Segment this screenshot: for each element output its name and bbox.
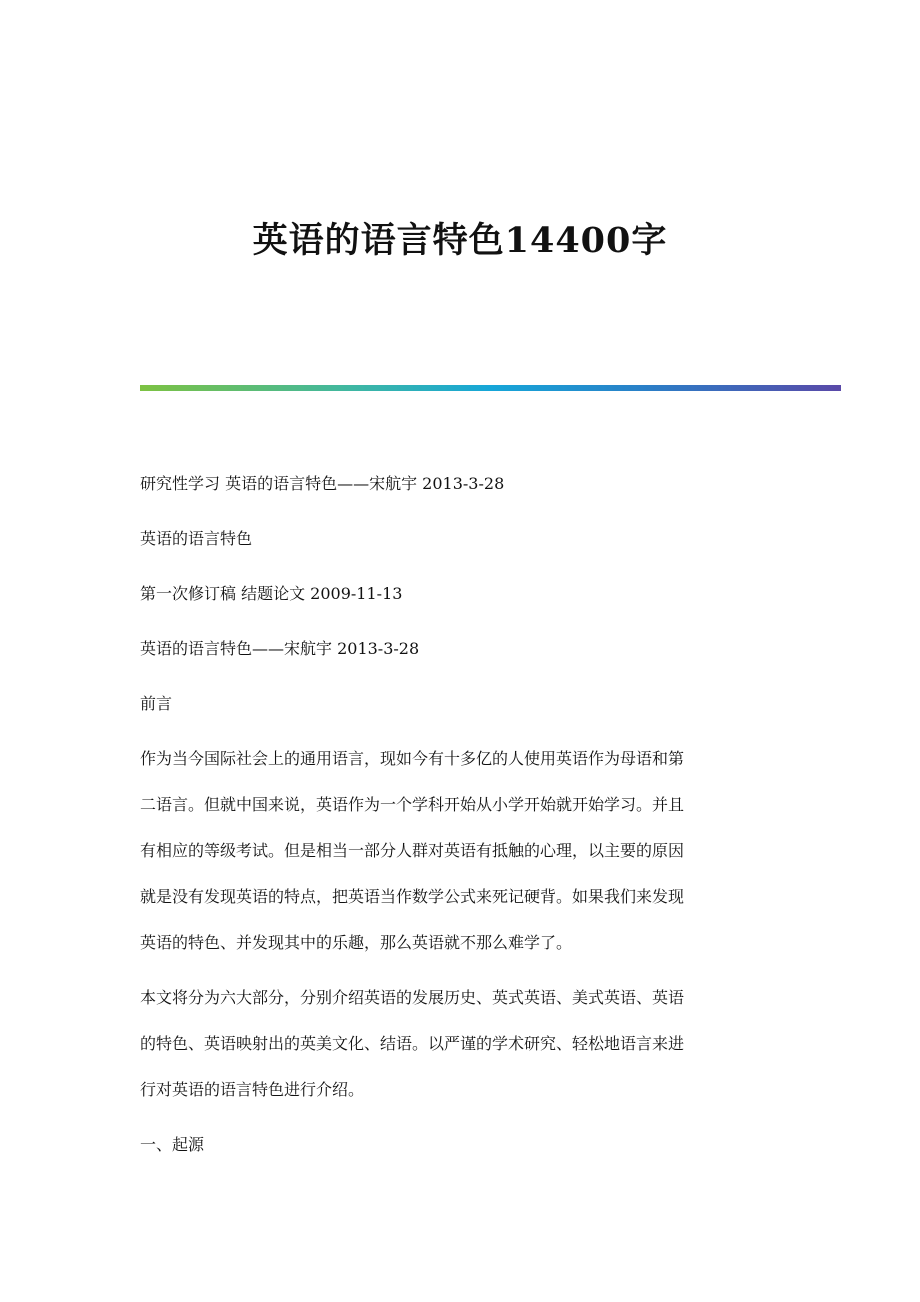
paragraph-line: 二语言。但就中国来说，英语作为一个学科开始从小学开始就开始学习。并且 [140, 795, 685, 814]
header-line-study: 研究性学习 英语的语言特色——宋航宇 2013-3-28 [140, 474, 505, 493]
section-heading-origin: 一、起源 [140, 1135, 205, 1154]
paragraph-line: 英语的特色、并发现其中的乐趣，那么英语就不那么难学了。 [140, 933, 573, 952]
subtitle-line: 英语的语言特色 [140, 529, 253, 548]
section-heading-preface: 前言 [140, 694, 173, 713]
outline-paragraph [140, 984, 780, 1104]
title-gradient-rule [140, 385, 841, 391]
paragraph-line: 行对英语的语言特色进行介绍。 [140, 1080, 365, 1099]
paragraph-line: 作为当今国际社会上的通用语言，现如今有十多亿的人使用英语作为母语和第 [140, 749, 685, 768]
document-title: 英语的语言特色14400字 [252, 220, 668, 261]
revision-line: 第一次修订稿 结题论文 2009-11-13 [140, 584, 403, 603]
paragraph-line: 的特色、英语映射出的英美文化、结语。以严谨的学术研究、轻松地语言来进 [140, 1034, 685, 1053]
document-body [140, 470, 780, 1186]
paragraph-line: 本文将分为六大部分，分别介绍英语的发展历史、英式英语、美式英语、英语 [140, 988, 685, 1007]
author-date-line: 英语的语言特色——宋航宇 2013-3-28 [140, 639, 420, 658]
paragraph-line: 就是没有发现英语的特点，把英语当作数学公式来死记硬背。如果我们来发现 [140, 887, 685, 906]
paragraph-line: 有相应的等级考试。但是相当一部分人群对英语有抵触的心理，以主要的原因 [140, 841, 685, 860]
preface-paragraph [140, 745, 780, 957]
